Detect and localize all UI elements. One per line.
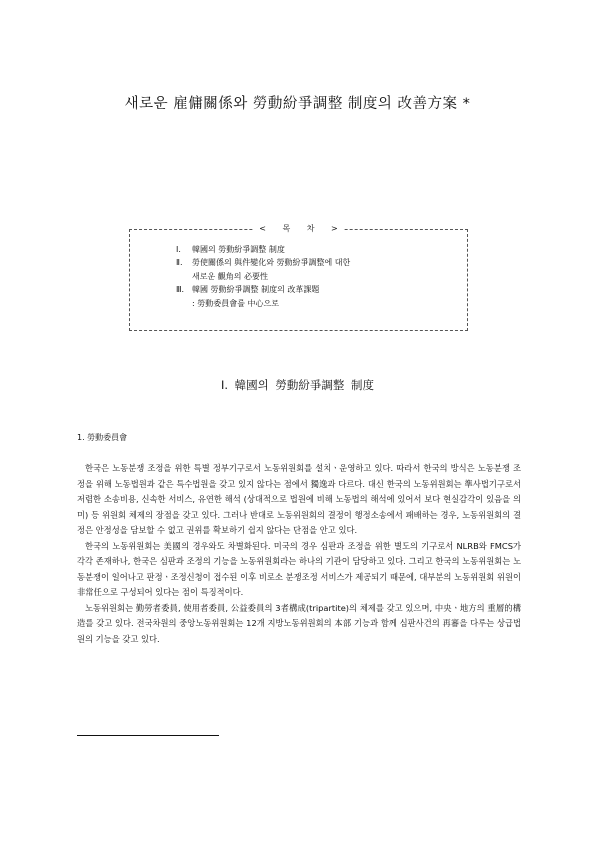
body-text	[77, 461, 521, 647]
toc-item-number: Ⅰ.	[176, 245, 181, 254]
toc-item-2	[176, 256, 461, 269]
toc-heading-text: < 목 차 >	[253, 224, 344, 233]
toc-items	[176, 243, 461, 310]
document-title: 새로운 雇傭關係와 勞動紛爭調整 制度의 改善方案 *	[124, 96, 471, 112]
table-of-contents-box	[129, 224, 468, 331]
toc-item-3-continuation: : 勞動委員會를 中心으로	[192, 298, 279, 308]
toc-item-number: Ⅲ.	[176, 285, 185, 295]
toc-item-number: Ⅱ.	[176, 258, 183, 268]
toc-item-text: 勞使關係의 與件變化와 勞動紛爭調整에 대한	[192, 258, 351, 268]
subsection-title: 1. 勞動委員會	[77, 433, 128, 442]
toc-item-2-continuation: 새로운 觀角의 必要性	[192, 271, 268, 281]
paragraph: 한국은 노동분쟁 조정을 위한 특별 정부기구로서 노동위원회를 설치ㆍ운영하고 있다. 따라서 한국의 방식은 노동분쟁 조정을 위해 노동법원과 같은 특수법원을 갖고 있지 않다는 점에서 獨逸과 다르다. 대신 한국의 노동위원회는 準사법기구로서 저렴한 소송비용, 신속한 서비스, 유연한 해석 (상대적으로 법원에 비해 노동법의 해석에 있어서 보다 현실감각이 있음을 의미) 등 위원회 체제의 장점을 갖고 있다. 그러나 반대로 노동위원회의 결정이 행정소송에서 패배하는 경우, 노동위원회의 결정은 안정성을 담보할 수 없고 권위를 확보하기 쉽지 않다는 단점을 안고 있다.	[77, 463, 521, 535]
toc-heading	[130, 223, 467, 235]
toc-item-1	[176, 243, 461, 256]
toc-item-text: 韓國의 勞動紛爭調整 制度	[192, 245, 285, 254]
footnote-separator	[77, 735, 219, 736]
paragraph: 한국의 노동위원회는 美國의 경우와도 차별화된다. 미국의 경우 심판과 조정을 위한 별도의 기구로서 NLRB와 FMCS가 각각 존재하나, 한국은 심판과 조정의 기능을 노동위원회라는 하나의 기관이 담당하고 있다. 그리고 한국의 노동위원회는 노동분쟁이 일어나고 판정ㆍ조정신청이 접수된 이후 비로소 분쟁조정 서비스가 제공되기 때문에, 대부분의 노동위원회 위원이 非常任으로 구성되어 있다는 점이 특징적이다.	[77, 540, 521, 597]
toc-item-text: 韓國 勞動紛爭調整 制度의 改革課題	[192, 285, 320, 295]
section-title: Ⅰ. 韓國의 勞動紛爭調整 制度	[220, 378, 375, 392]
toc-item-3	[176, 283, 461, 296]
paragraph: 노동위원회는 勤勞者委員, 使用者委員, 公益委員의 3者構成(tripartite)의 체제를 갖고 있으며, 中央ㆍ地方의 重層的構造를 갖고 있다. 전국차원의 중앙노동위원회는 12개 지방노동위원회의 本部 기능과 함께 심판사건의 再審을 다루는 상급법원의 기능을 갖고 있다.	[77, 602, 521, 644]
